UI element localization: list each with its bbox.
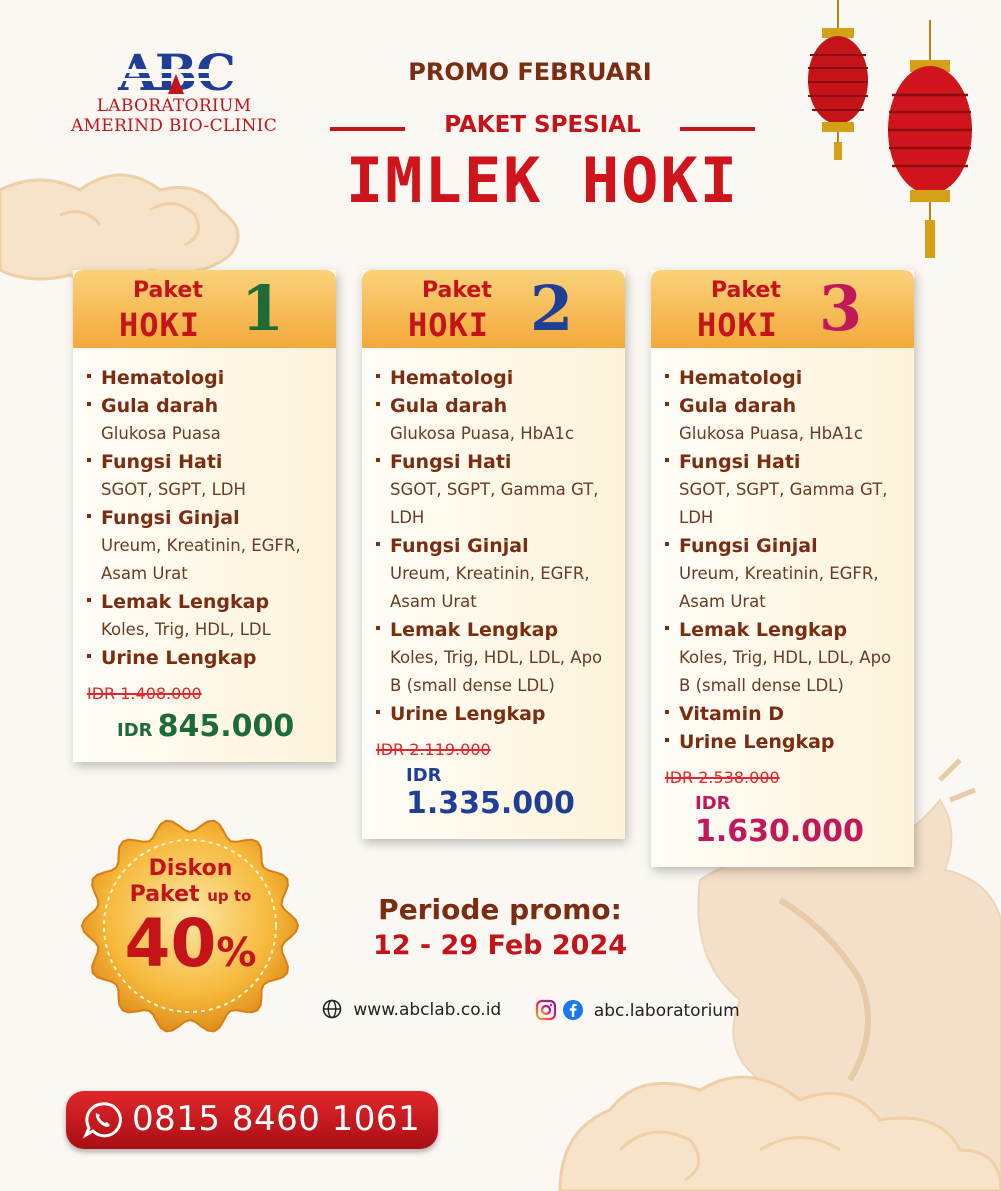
package-body <box>73 348 336 762</box>
list-item <box>665 700 900 728</box>
test-detail: Glukosa Puasa, HbA1c <box>679 424 864 443</box>
paket-label: Paket <box>422 278 492 303</box>
discount-badge <box>78 814 303 1039</box>
original-price: IDR 2.538.000 <box>665 768 780 787</box>
paket-spesial-subtitle: PAKET SPESIAL <box>444 112 641 138</box>
page-title: IMLEK HOKI <box>345 144 740 217</box>
test-name: Fungsi Hati <box>101 451 223 473</box>
list-item <box>87 392 322 448</box>
package-number: 2 <box>530 272 574 345</box>
whatsapp-contact-button[interactable] <box>66 1091 438 1149</box>
hoki-label: HOKI <box>697 306 779 344</box>
original-price: IDR 1.408.000 <box>87 684 202 703</box>
lantern-large-icon <box>888 20 972 258</box>
badge-line-1: Diskon <box>148 856 233 881</box>
test-detail: Koles, Trig, HDL, LDL, Apo B (small dense LDL) <box>390 648 603 695</box>
test-name: Fungsi Hati <box>679 451 801 473</box>
test-detail: SGOT, SGPT, LDH <box>101 480 246 499</box>
badge-value <box>78 906 303 982</box>
test-detail: SGOT, SGPT, Gamma GT, LDH <box>390 480 599 527</box>
test-name: Fungsi Ginjal <box>390 535 529 557</box>
badge-line-2 <box>78 882 303 907</box>
list-item <box>87 504 322 588</box>
test-name: Urine Lengkap <box>101 647 257 669</box>
period-dates: 12 - 29 Feb 2024 <box>372 930 628 961</box>
whatsapp-number[interactable]: 0815 8460 1061 <box>132 1099 421 1139</box>
test-detail: Ureum, Kreatinin, EGFR, Asam Urat <box>390 564 590 611</box>
package-number: 3 <box>819 272 863 345</box>
brand-logo <box>48 48 300 136</box>
list-item <box>376 532 611 616</box>
promo-price <box>87 709 322 744</box>
test-name: Lemak Lengkap <box>101 591 270 613</box>
test-name: Gula darah <box>101 395 219 417</box>
promo-month: PROMO FEBRUARI <box>408 58 652 86</box>
package-header <box>651 270 914 348</box>
instagram-icon <box>535 999 557 1021</box>
list-item <box>87 644 322 672</box>
test-name: Hematologi <box>101 367 225 389</box>
price-currency: IDR <box>117 720 153 741</box>
list-item <box>376 700 611 728</box>
promo-price <box>376 765 611 821</box>
test-detail: Koles, Trig, HDL, LDL <box>101 620 271 639</box>
list-item <box>665 532 900 616</box>
test-name: Fungsi Ginjal <box>101 507 240 529</box>
package-number: 1 <box>241 272 285 345</box>
original-price: IDR 2.119.000 <box>376 740 491 759</box>
list-item <box>665 728 900 756</box>
test-name: Fungsi Hati <box>390 451 512 473</box>
whatsapp-icon <box>82 1100 122 1140</box>
list-item <box>665 392 900 448</box>
brand-line-1: LABORATORIUM <box>96 96 252 116</box>
price-value: 845.000 <box>157 709 295 744</box>
test-list <box>87 364 322 672</box>
abc-logo-mark <box>106 48 246 96</box>
globe-icon <box>322 999 342 1019</box>
test-detail: Glukosa Puasa <box>101 424 221 443</box>
package-header <box>73 270 336 348</box>
package-card-3 <box>651 270 914 867</box>
test-name: Hematologi <box>679 367 803 389</box>
test-detail: Koles, Trig, HDL, LDL, Apo B (small dense LDL) <box>679 648 892 695</box>
price-currency: IDR <box>695 793 731 814</box>
test-detail: SGOT, SGPT, Gamma GT, LDH <box>679 480 888 527</box>
package-body <box>362 348 625 839</box>
test-name: Urine Lengkap <box>679 731 835 753</box>
social-handle[interactable]: abc.laboratorium <box>593 1001 740 1021</box>
brand-line-2: AMERIND BIO-CLINIC <box>70 116 278 136</box>
social-link[interactable] <box>535 999 740 1021</box>
facebook-icon <box>562 999 584 1021</box>
test-name: Lemak Lengkap <box>390 619 559 641</box>
hoki-label: HOKI <box>119 306 201 344</box>
badge-up-to: up to <box>207 887 252 905</box>
list-item <box>376 448 611 532</box>
test-name: Gula darah <box>679 395 797 417</box>
lantern-small-icon <box>808 0 868 160</box>
promo-price <box>665 793 900 849</box>
hoki-label: HOKI <box>408 306 490 344</box>
cloud-top-left <box>0 175 238 281</box>
paket-label: Paket <box>711 278 781 303</box>
test-name: Vitamin D <box>679 703 785 725</box>
list-item <box>376 392 611 448</box>
package-body <box>651 348 914 867</box>
list-item <box>87 448 322 504</box>
list-item <box>665 616 900 700</box>
test-name: Urine Lengkap <box>390 703 546 725</box>
list-item <box>376 616 611 700</box>
price-value: 1.630.000 <box>695 814 864 849</box>
package-card-2 <box>362 270 625 839</box>
price-currency: IDR <box>406 765 442 786</box>
lanterns-decoration <box>800 0 1001 270</box>
test-list <box>376 364 611 728</box>
test-detail: Glukosa Puasa, HbA1c <box>390 424 575 443</box>
test-name: Hematologi <box>390 367 514 389</box>
badge-paket: Paket <box>129 882 200 907</box>
test-detail: Ureum, Kreatinin, EGFR, Asam Urat <box>101 536 301 583</box>
badge-number: 40 <box>124 905 217 982</box>
period-label: Periode promo: <box>378 893 622 926</box>
paket-label: Paket <box>133 278 203 303</box>
test-detail: Ureum, Kreatinin, EGFR, Asam Urat <box>679 564 879 611</box>
package-card-1 <box>73 270 336 762</box>
test-name: Gula darah <box>390 395 508 417</box>
list-item <box>665 364 900 392</box>
test-list <box>665 364 900 756</box>
website-link[interactable] <box>322 999 501 1020</box>
list-item <box>87 364 322 392</box>
website-text[interactable]: www.abclab.co.id <box>353 1000 502 1020</box>
list-item <box>87 588 322 644</box>
package-header <box>362 270 625 348</box>
badge-unit: % <box>216 930 257 976</box>
test-name: Lemak Lengkap <box>679 619 848 641</box>
list-item <box>376 364 611 392</box>
price-value: 1.335.000 <box>406 786 575 821</box>
list-item <box>665 448 900 532</box>
test-name: Fungsi Ginjal <box>679 535 818 557</box>
